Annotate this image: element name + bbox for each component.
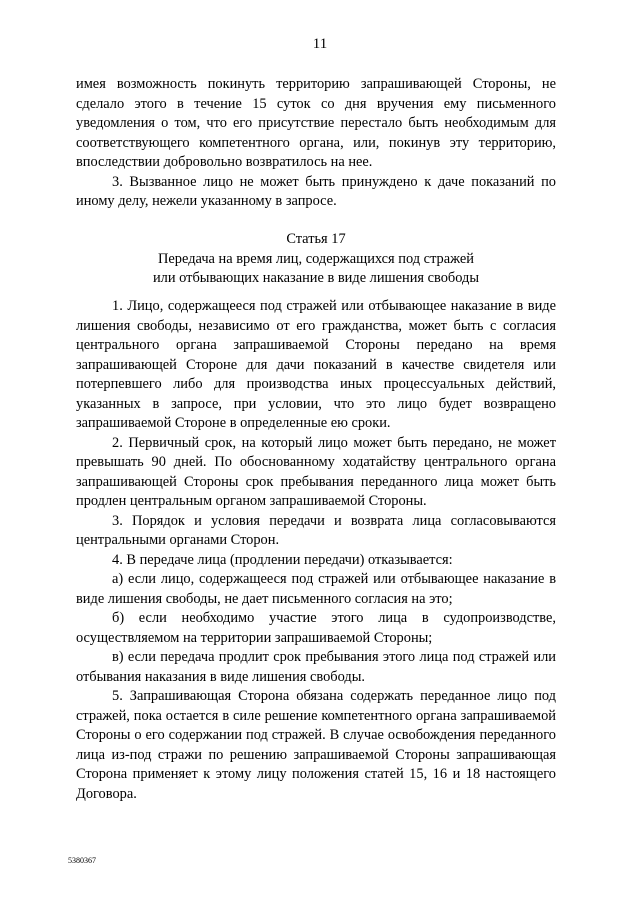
paragraph-5: 5. Запрашивающая Сторона обязана содержать переданное лицо под стражей, пока остается в силе решение компетентного органа запрашиваемой Стороны о его содержании под стражей. В случае освобождения переданного лица из-под стражи по решению запрашиваемой Стороны запрашивающая Сторона применяет к этому лицу положения статей 15, 16 и 18 настоящего Договора. bbox=[76, 688, 556, 802]
paragraph-4-c: в) если передача продлит срок пребывания этого лица под стражей или отбывания наказания в виде лишения свободы. bbox=[76, 649, 556, 685]
article-heading bbox=[76, 230, 556, 289]
article-body bbox=[76, 297, 556, 804]
article-title-line-2: или отбывающих наказание в виде лишения свободы bbox=[152, 270, 480, 286]
paragraph-3-called-person: 3. Вызванное лицо не может быть принуждено к даче показаний по иному делу, нежели указанному в запросе. bbox=[76, 173, 556, 209]
article-number: Статья 17 bbox=[286, 231, 346, 247]
paragraph-3: 3. Порядок и условия передачи и возврата лица согласовываются центральными органами Сторон. bbox=[76, 512, 556, 548]
paragraph-4-b: б) если необходимо участие этого лица в судопроизводстве, осуществляемом на территории запрашиваемой Стороны; bbox=[76, 610, 556, 646]
paragraph-continuation: имея возможность покинуть территорию запрашивающей Стороны, не сделало этого в течение 15 суток со дня вручения ему письменного уведомления о том, что его присутствие перестало быть необходимым для соответствующего компетентного органа, или, покинув эту территорию, впоследствии добровольно возвратилось на нее. bbox=[76, 76, 556, 170]
paragraph-2: 2. Первичный срок, на который лицо может быть передано, не может превышать 90 дней. По обоснованному ходатайству центрального органа запрашивающей Стороны срок пребывания переданного лица может быть продлен центральным органом запрашиваемой Стороны. bbox=[76, 434, 556, 509]
paragraph-4-a: а) если лицо, содержащееся под стражей или отбывающее наказание в виде лишения свободы, не дает письменного согласия на это; bbox=[76, 571, 556, 607]
paragraph-1: 1. Лицо, содержащееся под стражей или отбывающее наказание в виде лишения свободы, независимо от его гражданства, может быть с согласия центрального органа запрашиваемой Стороны передано на время запрашивающей Стороне для дачи показаний в качестве свидетеля или потерпевшего либо для производства иных процессуальных действий, указанных в запросе, при условии, что это лицо будет возвращено запрашиваемой Стороне в определенные ею сроки. bbox=[76, 298, 556, 431]
document-code: 5380367 bbox=[68, 856, 96, 865]
article-title-line-1: Передача на время лиц, содержащихся под стражей bbox=[158, 250, 474, 267]
continuation-block bbox=[76, 75, 556, 212]
page-number: 11 bbox=[312, 36, 328, 52]
paragraph-4: 4. В передаче лица (продлении передачи) отказывается: bbox=[112, 551, 453, 568]
